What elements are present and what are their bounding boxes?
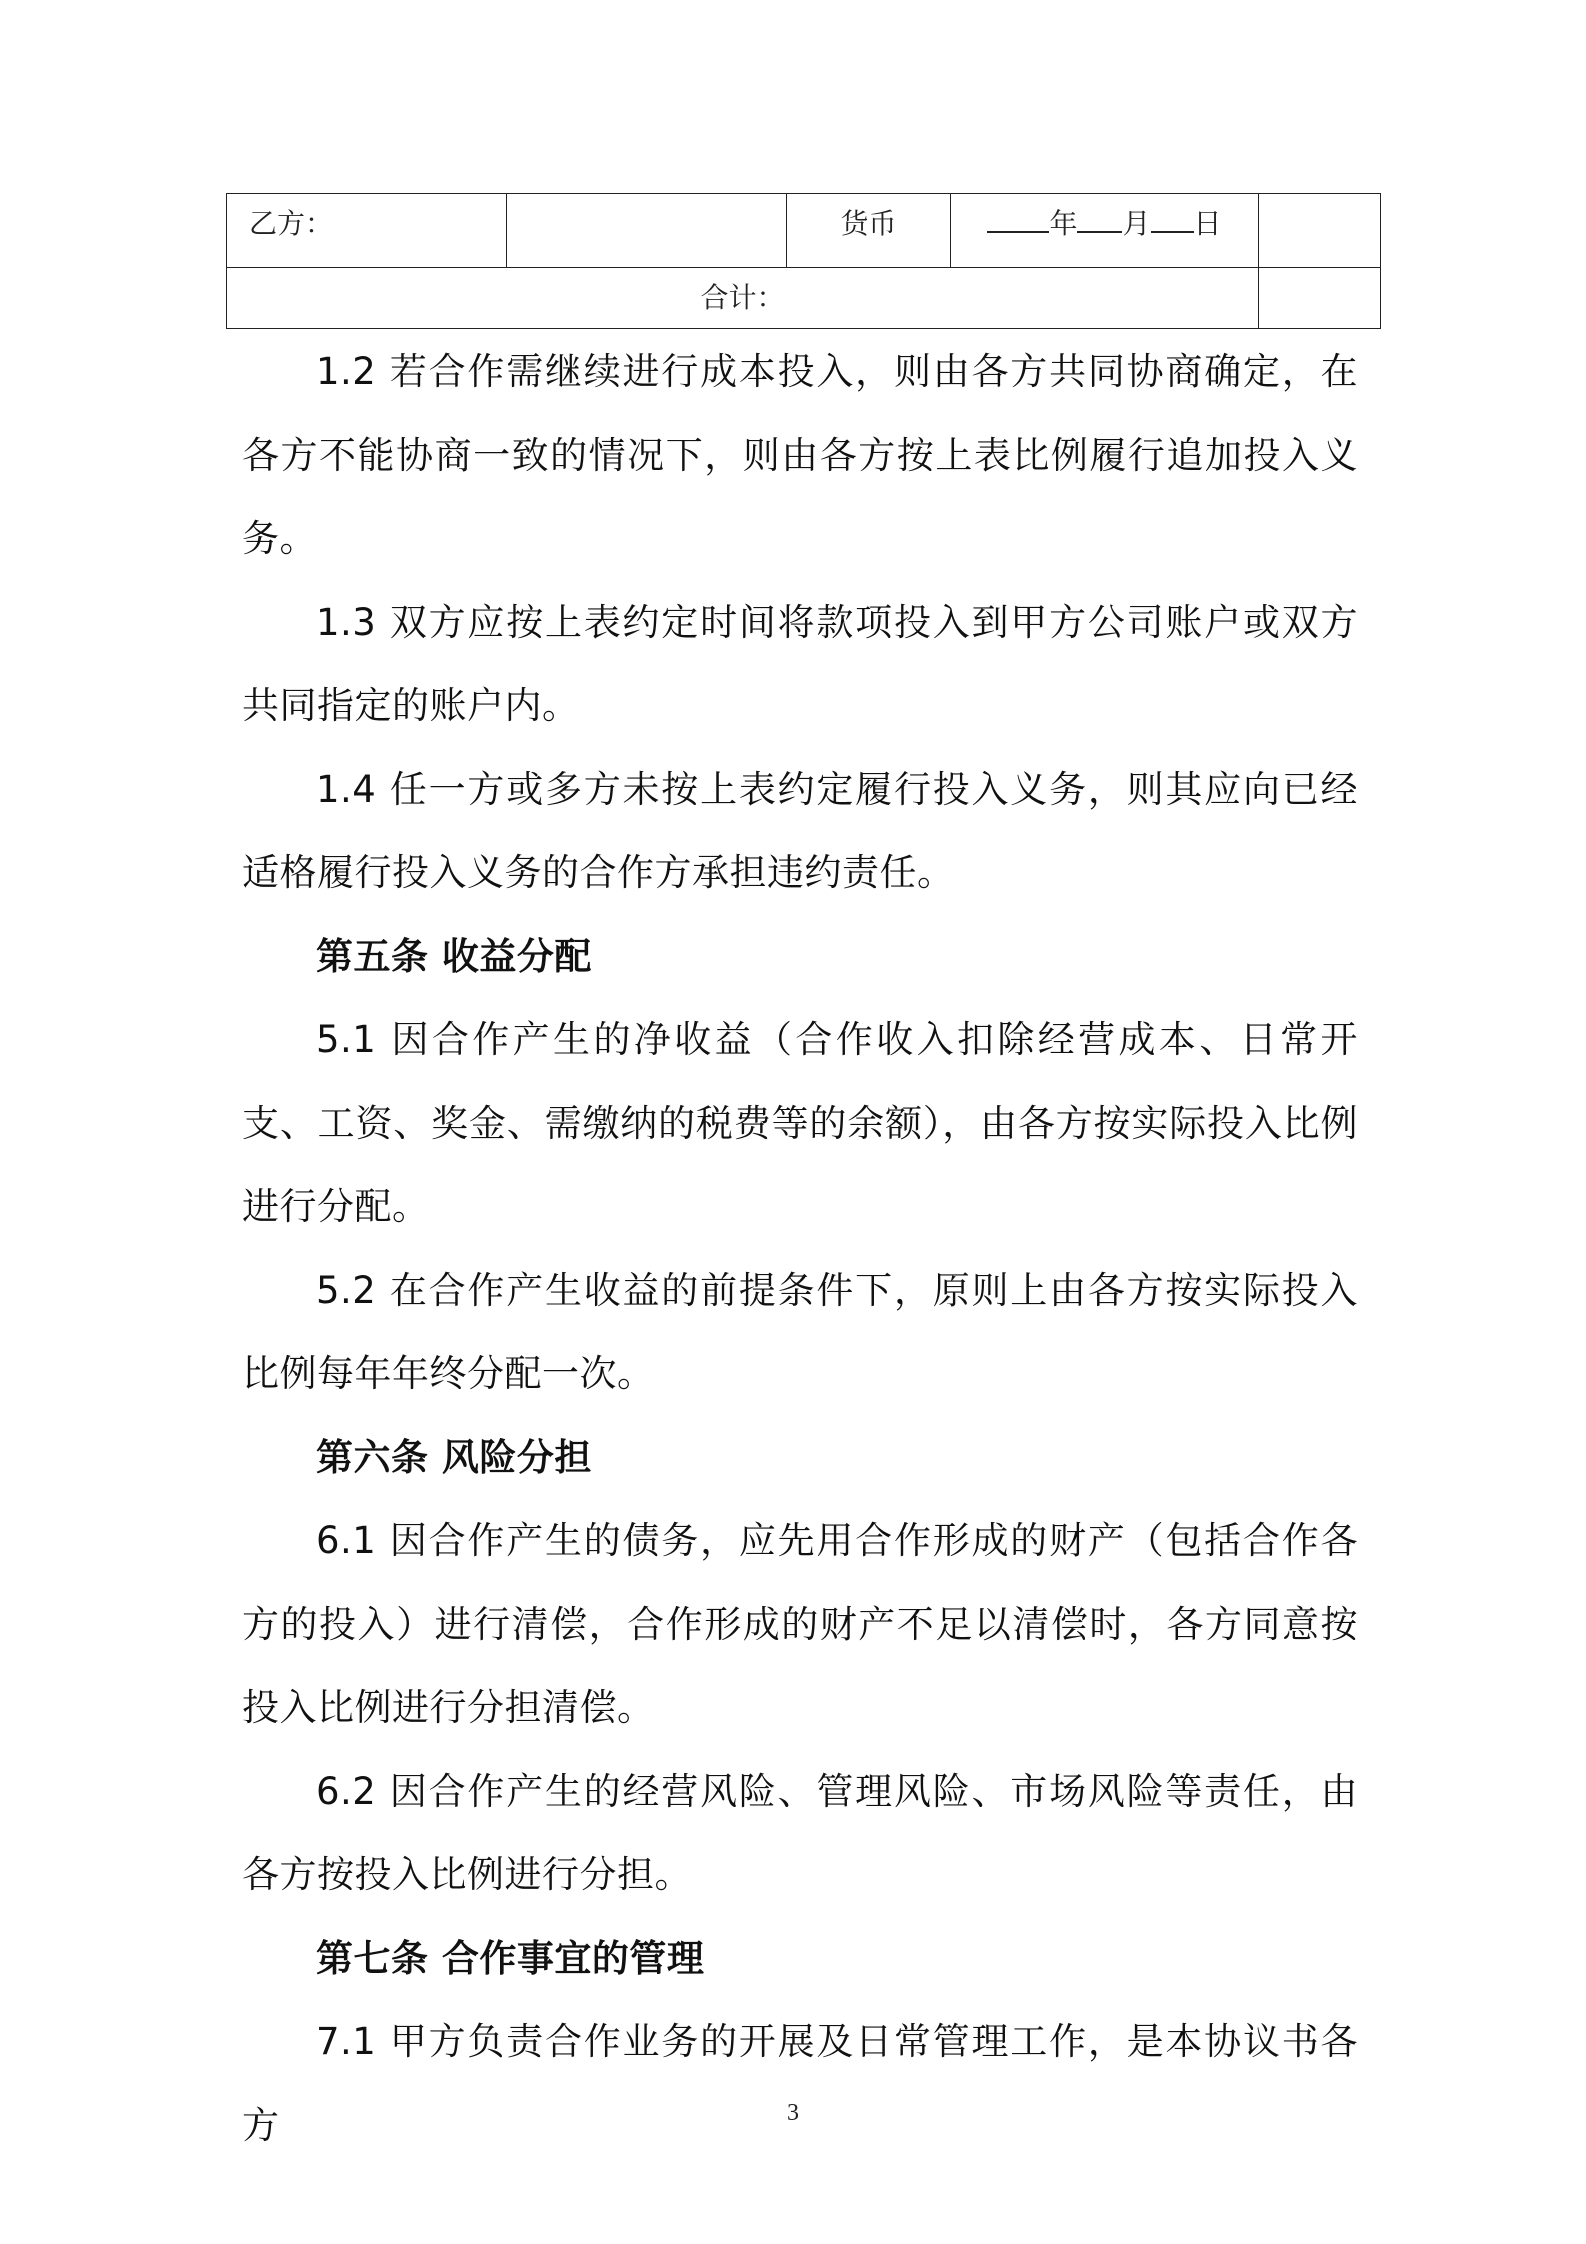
body-text (242, 330, 1358, 2167)
method-value: 货币 (840, 207, 897, 240)
day-label: 日 (1193, 207, 1222, 240)
section-heading-5: 第五条 收益分配 (316, 934, 592, 978)
party-label: 乙方： (249, 207, 334, 240)
name-cell (507, 194, 787, 268)
year-blank (987, 205, 1049, 233)
day-blank (1151, 205, 1194, 233)
table-row (227, 194, 1381, 268)
month-label: 月 (1122, 207, 1151, 240)
ratio-cell (1259, 194, 1381, 268)
party-cell (227, 194, 507, 268)
month-blank (1077, 205, 1122, 233)
page-number: 3 (787, 2100, 799, 2126)
total-value-cell (1259, 268, 1381, 329)
section-heading-7: 第七条 合作事宜的管理 (316, 1936, 705, 1980)
total-cell (227, 268, 1259, 329)
table-row (227, 268, 1381, 329)
paragraph-1-4: 1.4 任一方或多方未按上表约定履行投入义务，则其应向已经适格履行投入义务的合作方承担违约责任。 (242, 767, 1358, 894)
paragraph-5-1: 5.1 因合作产生的净收益（合作收入扣除经营成本、日常开支、工资、奖金、需缴纳的税费等的余额），由各方按实际投入比例进行分配。 (242, 1018, 1358, 1228)
paragraph-1-2: 1.2 若合作需继续进行成本投入，则由各方共同协商确定，在各方不能协商一致的情况下，则由各方按上表比例履行追加投入义务。 (242, 350, 1358, 560)
paragraph-7-1: 7.1 甲方负责合作业务的开展及日常管理工作，是本协议书各方 (242, 2020, 1358, 2147)
date-field (951, 194, 1258, 242)
date-cell (951, 194, 1259, 268)
method-cell (787, 194, 951, 268)
ratio-value (1259, 194, 1380, 202)
investment-table (226, 193, 1381, 329)
name-value (507, 194, 786, 202)
total-label: 合计： (700, 281, 785, 314)
paragraph-5-2: 5.2 在合作产生收益的前提条件下，原则上由各方按实际投入比例每年年终分配一次。 (242, 1268, 1358, 1395)
paragraph-6-2: 6.2 因合作产生的经营风险、管理风险、市场风险等责任，由各方按投入比例进行分担。 (242, 1769, 1358, 1896)
year-label: 年 (1049, 207, 1078, 240)
paragraph-1-3: 1.3 双方应按上表约定时间将款项投入到甲方公司账户或双方共同指定的账户内。 (242, 600, 1358, 727)
section-heading-6: 第六条 风险分担 (316, 1435, 592, 1479)
total-value (1259, 268, 1380, 276)
paragraph-6-1: 6.1 因合作产生的债务，应先用合作形成的财产（包括合作各方的投入）进行清偿，合作形成的财产不足以清偿时，各方同意按投入比例进行分担清偿。 (242, 1519, 1358, 1729)
